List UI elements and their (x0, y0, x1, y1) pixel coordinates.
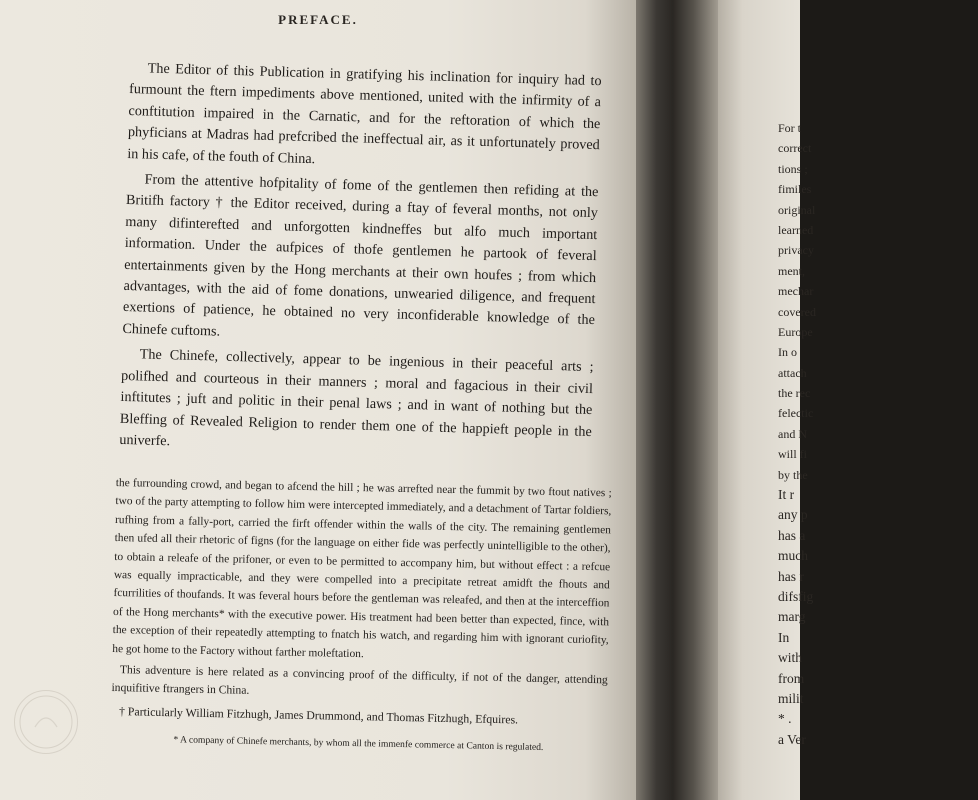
right-page-line: ment, (778, 263, 805, 278)
right-page-line: much (778, 548, 808, 564)
paragraph-hospitality: From the attentive hofpitality of fome of the gentlemen then refiding at the Britifh factory † the Editor received, during a ftay of feveral months, not only many difinterefted and unforgotten kindneffes but alfo much important information. Under the aufpices of thofe gentlemen he partook of feveral entertainments given by the Hong merchants at their own houfes ; from which advantages, with the aid of fome donations, unwearied diligence, and frequent exertions of patience, he obtained no very inconfiderable knowledge of the Chinefe cuftoms. (122, 171, 599, 340)
footnotes (110, 474, 612, 762)
right-page-line: mechar (778, 284, 814, 299)
right-page-line: difsfig (778, 588, 814, 604)
right-page-line: from (778, 670, 805, 686)
right-page-line: tions ; (778, 161, 808, 176)
right-page-line: by the (778, 467, 808, 482)
paragraph-editor-inquiry: The Editor of this Publication in gratifying his inclination for inquiry had to furmount the ftern impediments above mentioned, united with the infirmity of a conftitution impaired in the Carnatic, and for the reftoration of which the phyficians at Madras had prefcribed the ineffectual air, as it unfortunately proved in his cafe, of the fouth of China. (127, 60, 602, 167)
right-page-line: Europe (778, 324, 813, 339)
footnote-dagger: † Particularly William Fitzhugh, James Drummond, and Thomas Fitzhugh, Efquires. (118, 703, 519, 727)
watermark-seal-icon (14, 690, 78, 754)
right-page-line: original (778, 202, 816, 217)
footnote-adventure: This adventure is here related as a convincing proof of the difficulty, if not of the danger, attending inquifitive ftrangers in China. (111, 663, 608, 698)
right-page-line: any p (778, 507, 808, 523)
footnote-star: * A company of Chinefe merchants, by whom all the immenfe commerce at Canton is regulated. (173, 734, 544, 754)
paragraph-chinese-character: The Chinefe, collectively, appear to be ingenious in their peaceful arts ; polifhed and courteous in their manners ; moral and fagacious in their civil inftitutes ; juft and politic in their penal laws ; and in want of nothing but the Bleffing of Revealed Religion to render them one of the happieft people in the univerfe. (119, 346, 594, 450)
right-page-line: attach (778, 365, 807, 380)
main-text (119, 58, 602, 468)
right-page-line: * . (778, 711, 792, 727)
right-page-line: It r (778, 487, 795, 503)
right-page-line: fimiles (778, 182, 812, 197)
right-page-line: privacy (778, 243, 814, 258)
right-page-line: For t (778, 121, 802, 135)
right-page-line: has r (778, 568, 804, 584)
right-page (718, 0, 816, 800)
book-gutter (636, 0, 718, 800)
right-page-line: with (778, 650, 803, 666)
right-page-line: covered (778, 304, 816, 319)
footnote-continuation: the furrounding crowd, and began to afcend the hill ; he was arrefted near the fummit by two ftout natives ; two of the party attempting to follow him were intercepted immediately, and a detachment of Tartar foldiers, rufhing from a fally-port, carried the firft offender within the walls of the city. The remaining gentlemen then ufed all their rhetoric of figns (for the language on either fide was perfectly unintelligible to the other), to obtain a releafe of the prifoner, or even to be permitted to accompany him, but without effect : a refcue was equally impracticable, and they were compelled into a precipitate retreat amidft the fhouts and fcurrilities of thoufands. It was feveral hours before the gentleman was releafed, and then at the interceffion of the Hong merchants* with the executive power. His treatment had been better than expected, fince, with the exception of their repeatedly attempting to fnatch his watch, and regarding him with ignorant curiofity, he got home to the Factory without farther moleftation. (112, 476, 612, 660)
right-page-line: marg (778, 609, 806, 625)
right-page-line: has a (778, 527, 806, 543)
right-page-line: felectic (778, 406, 814, 421)
right-page-line: the rec (778, 386, 811, 401)
right-page-line: and N (778, 426, 807, 441)
right-page-line: learned (778, 222, 814, 237)
right-page-text (778, 118, 978, 750)
right-page-line: will fi (778, 447, 807, 462)
right-page-line: In (778, 629, 790, 645)
right-page-line: milit (778, 690, 804, 706)
page-header: PREFACE. (278, 12, 358, 27)
right-page-line: In o (778, 345, 797, 360)
right-page-line: a Ver (778, 731, 806, 747)
right-page-line: correct (778, 141, 812, 156)
